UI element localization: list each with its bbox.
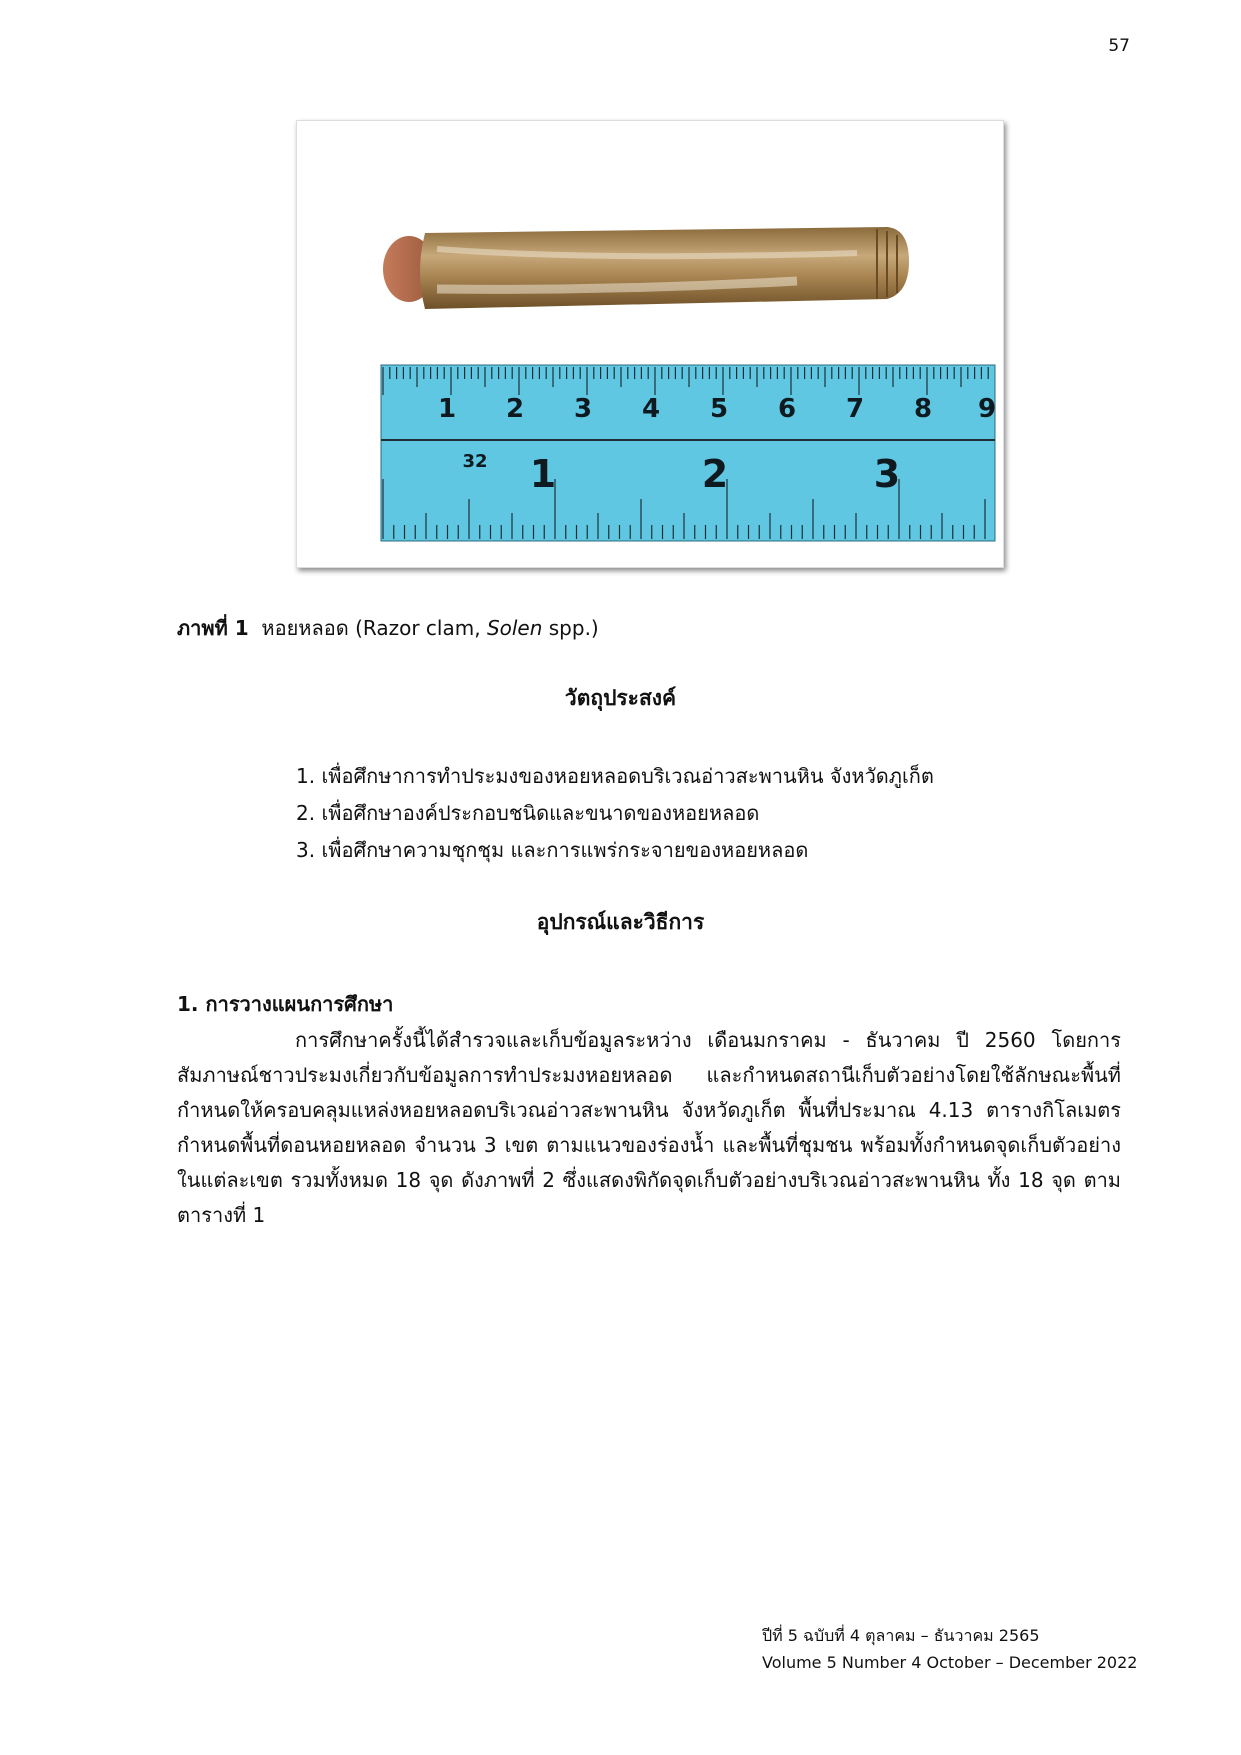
ruler-top-label: 5 xyxy=(709,394,729,424)
figure-photo-frame xyxy=(296,120,1004,568)
figure-caption xyxy=(177,612,599,644)
footer-english: Volume 5 Number 4 October – December 2022 xyxy=(762,1653,1138,1672)
ruler-top-label: 7 xyxy=(845,394,865,424)
ruler-top-label: 9 xyxy=(977,394,997,424)
objectives-list xyxy=(296,760,934,871)
footer-thai: ปีที่ 5 ฉบับที่ 4 ตุลาคม – ธันวาคม 2565 xyxy=(762,1626,1040,1645)
ruler-top-label: 4 xyxy=(641,394,661,424)
objective-item: 2. เพื่อศึกษาองค์ประกอบชนิดและขนาดของหอยหลอด xyxy=(296,801,760,825)
ruler-bottom-label: 3 xyxy=(873,452,901,496)
ruler-top-label: 3 xyxy=(573,394,593,424)
figure-caption-end: spp.) xyxy=(542,616,599,640)
figure-caption-text: หอยหลอด (Razor clam, xyxy=(261,616,487,640)
objective-item: 1. เพื่อศึกษาการทำประมงของหอยหลอดบริเวณอ่าวสะพานหิน จังหวัดภูเก็ต xyxy=(296,764,934,788)
methods-paragraph: การศึกษาครั้งนี้ได้สำรวจและเก็บข้อมูลระหว่าง เดือนมกราคม - ธันวาคม ปี 2560 โดยการสัมภาษณ์ชาวประมงเกี่ยวกับข้อมูลการทำประมงหอยหลอด และกำหนดสถานีเก็บตัวอย่างโดยใช้ลักษณะพื้นที่กำหนดให้ครอบคลุมแหล่งหอยหลอดบริเวณอ่าวสะพานหิน จังหวัดภูเก็ต พื้นที่ประมาณ 4.13 ตารางกิโลเมตร กำหนดพื้นที่ดอนหอยหลอด จำนวน 3 เขต ตามแนวของร่องน้ำ และพื้นที่ชุมชน พร้อมทั้งกำหนดจุดเก็บตัวอย่างในแต่ละเขต รวมทั้งหมด 18 จุด ดังภาพที่ 2 ซึ่งแสดงพิกัดจุดเก็บตัวอย่างบริเวณอ่าวสะพานหิน ทั้ง 18 จุด ตามตารางที่ 1 xyxy=(177,1028,1121,1227)
page-number: 57 xyxy=(1108,36,1130,56)
razor-clam-photo xyxy=(297,121,1003,567)
figure-label: ภาพที่ 1 xyxy=(177,616,249,640)
ruler xyxy=(381,365,996,541)
methods-heading: อุปกรณ์และวิธีการ xyxy=(536,910,705,934)
ruler-top-label: 6 xyxy=(777,394,797,424)
objective-item: 3. เพื่อศึกษาความชุกชุม และการแพร่กระจายของหอยหลอด xyxy=(296,838,809,862)
ruler-top-label: 1 xyxy=(437,394,457,424)
objectives-heading: วัตถุประสงค์ xyxy=(564,686,677,710)
figure-caption-genus: Solen xyxy=(486,616,543,640)
ruler-top-label: 2 xyxy=(505,394,525,424)
ruler-top-label: 8 xyxy=(913,394,933,424)
clam-shell xyxy=(420,227,909,309)
methods-subheading: 1. การวางแผนการศึกษา xyxy=(177,992,394,1016)
ruler-bottom-label: 1 xyxy=(529,452,557,496)
ruler-bottom-label: 2 xyxy=(701,452,729,496)
ruler-bottom-small-label: 32 xyxy=(462,451,488,472)
